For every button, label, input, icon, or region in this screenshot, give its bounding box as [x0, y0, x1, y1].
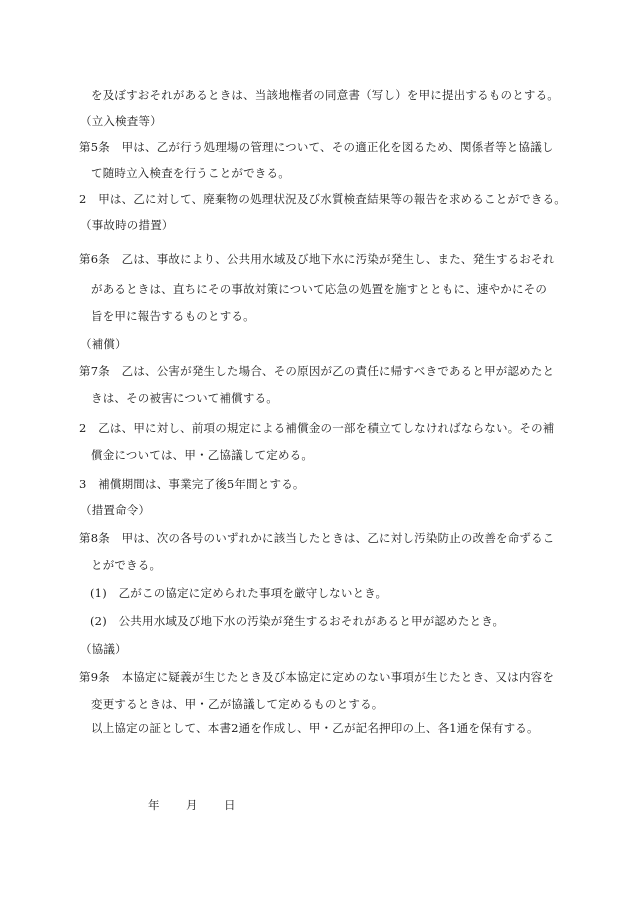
text-line: 旨を甲に報告するものとする。 — [91, 309, 255, 323]
section-heading: （事故時の措置） — [80, 218, 174, 232]
paragraph-2: 2 乙は、甲に対し、前項の規定による補償金の一部を積立てしなければならない。その補 — [79, 421, 555, 435]
text-line: て随時立入検査を行うことができる。 — [91, 166, 290, 180]
article-9: 第9条 本協定に疑義が生じたとき及び本協定に定めのない事項が生じたとき、又は内容を — [79, 670, 555, 684]
text-line: を及ぼすおそれがあるときは、当該地権者の同意書（写し）を甲に提出するものとする。 — [91, 88, 559, 102]
article-6: 第6条 乙は、事故により、公共用水域及び地下水に汚染が発生し、また、発生するおそれ — [79, 252, 555, 266]
article-5: 第5条 甲は、乙が行う処理場の管理について、その適正化を図るため、関係者等と協議し — [79, 140, 554, 154]
text-line: きは、その被害について補償する。 — [91, 391, 278, 405]
text-line: 償金については、甲・乙協議して定める。 — [91, 448, 314, 462]
signature-date — [148, 798, 236, 812]
paragraph-2: 2 甲は、乙に対して、廃棄物の処理状況及び水質検査結果等の報告を求めることができる。 — [79, 192, 566, 206]
paragraph-3: 3 補償期間は、事業完了後5年間とする。 — [79, 477, 305, 491]
article-8: 第8条 甲は、次の各号のいずれかに該当したときは、乙に対し汚染防止の改善を命ずるこ — [79, 531, 555, 545]
text-line: があるときは、直ちにその事故対策について応急の処置を施すとともに、速やかにその — [91, 282, 548, 296]
section-heading: （協議） — [80, 642, 127, 656]
closing-statement: 以上協定の証として、本書2通を作成し、甲・乙が記名押印の上、各1通を保有する。 — [91, 721, 539, 735]
text-line: とができる。 — [91, 558, 162, 572]
text-line: 変更するときは、甲・乙が協議して定めるものとする。 — [91, 697, 384, 711]
item-1: (1) 乙がこの協定に定められた事項を厳守しないとき。 — [90, 586, 388, 600]
date-year-label: 年 — [148, 798, 160, 812]
section-heading: （立入検査等） — [80, 114, 162, 128]
section-heading: （補償） — [80, 337, 127, 351]
section-heading: （措置命令） — [80, 503, 151, 517]
article-7: 第7条 乙は、公害が発生した場合、その原因が乙の責任に帰すべきであると甲が認めたと — [79, 364, 555, 378]
date-month-label: 月 — [186, 798, 198, 812]
item-2: (2) 公共用水域及び地下水の汚染が発生するおそれがあると甲が認めたとき。 — [90, 614, 505, 628]
date-day-label: 日 — [224, 798, 236, 812]
